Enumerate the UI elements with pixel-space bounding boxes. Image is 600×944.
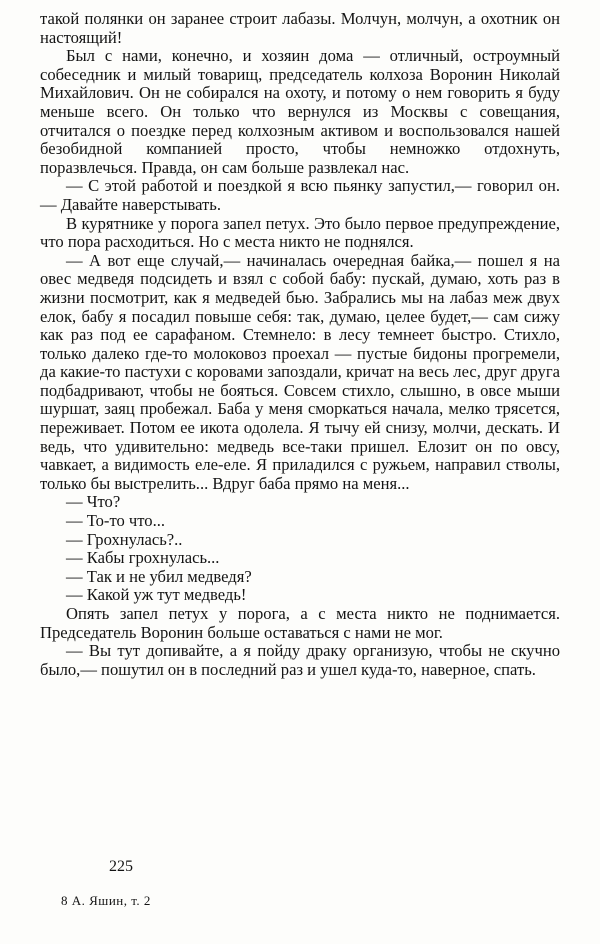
page-number: 225 — [109, 858, 133, 875]
paragraph: Был с нами, конечно, и хозяин дома — отличный, остроумный собеседник и милый товарищ, председатель колхоза Воронин Николай Михайлович. Он не собирался на охоту, и потому о нем говорить я буду меньше всего. Он только что вернулся из Москвы с совещания, отчитался о поездке перед колхозным активом и воспользовался нашей безобидной компанией просто, чтобы немножко отдохнуть, поразвлечься. Правда, он сам больше развлекал нас. — [40, 46, 560, 177]
paragraph: такой полянки он заранее строит лабазы. Молчун, молчун, а охотник он настоящий! — [40, 9, 560, 47]
paragraph: Опять запел петух у порога, а с места никто не поднимается. Председатель Воронин больше оставаться с нами не мог. — [40, 604, 560, 642]
printer-signature: 8 А. Яшин, т. 2 — [61, 893, 151, 908]
dialogue-line: — С этой работой и поездкой я всю пьянку запустил,— говорил он.— Давайте наверстывать. — [40, 176, 560, 214]
dialogue-line: — Так и не убил медведя? — [66, 566, 252, 586]
page-text — [40, 10, 560, 679]
dialogue-line: — А вот еще случай,— начиналась очередная байка,— пошел я на овес медведя подсидеть и взял с собой бабу: пускай, думаю, хоть раз в жизни посмотрит, как я медведей бью. Забрались мы на лабаз меж двух елок, бабу я посадил повыше себя: так, думаю, целее будет,— сам сижу как раз под ее сарафаном. Стемнело: в лесу темнеет быстро. Стихло, только далеко где-то молоковоз проехал — пустые бидоны прогремели, да какие-то пастухи с коровами запоздали, кричат на весь лес, друг друга подбадривают, чтобы не бояться. Совсем стихло, слышно, в овсе мыши шуршат, заяц пробежал. Баба у меня сморкаться начала, мелко трясется, переживает. Потом ее икота одолела. Я тычу ей снизу, молчи, дескать. И ведь, что удивительно: медведь все-таки пришел. Елозит он по овсу, чавкает, а видимость еле-еле. Я приладился с ружьем, направил стволы, только бы выстрелить... Вдруг баба прямо на меня... — [40, 250, 560, 493]
paragraph: В курятнике у порога запел петух. Это было первое предупреждение, что пора расходиться. Но с места никто не поднялся. — [40, 213, 560, 252]
dialogue-line: — То-то что... — [66, 511, 166, 531]
dialogue-line: — Грохнулась?.. — [66, 529, 183, 549]
dialogue-line: — Что? — [66, 492, 121, 512]
dialogue-line: — Кабы грохнулась... — [66, 548, 220, 568]
dialogue-line: — Какой уж тут медведь! — [66, 585, 247, 605]
dialogue-line: — Вы тут допивайте, а я пойду драку организую, чтобы не скучно было,— пошутил он в последний раз и ушел куда-то, наверное, спать. — [40, 641, 560, 679]
